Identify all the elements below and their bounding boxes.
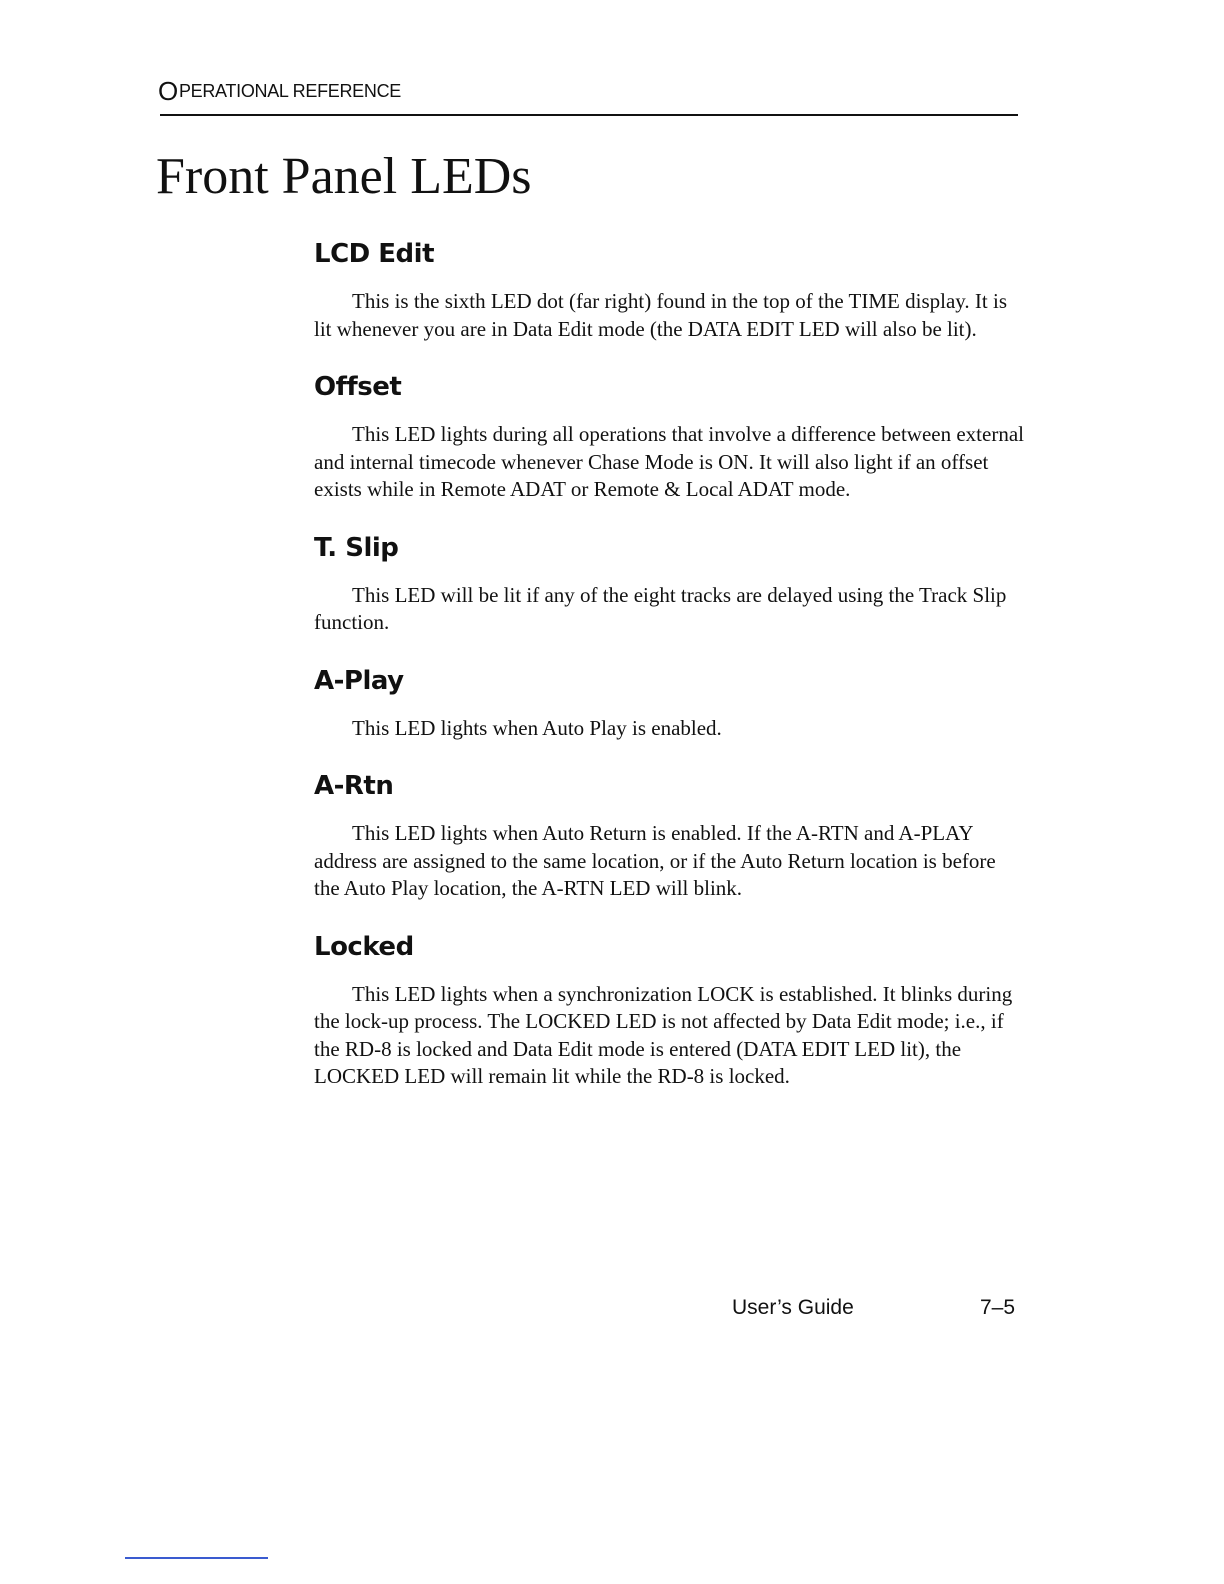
content-column [314,232,1024,1113]
section-heading-locked: Locked [314,931,414,962]
section-body-a-play: This LED lights when Auto Play is enabled. [352,715,722,740]
header-rule [160,114,1018,116]
section-heading-lcd-edit: LCD Edit [314,239,434,269]
running-header [158,76,401,107]
section-heading-offset: Offset [314,372,402,402]
section-body-lcd-edit: This is the sixth LED dot (far right) found in the top of the TIME display. It is lit whenever you are in Data Edit mode (the DATA EDIT LED will also be lit). [314,289,1007,341]
page-title: Front Panel LEDs [156,148,532,205]
running-header-text: PERATIONAL REFERENCE [178,81,401,101]
footer-page-number: 7–5 [980,1296,1016,1319]
section-body-locked: This LED lights when a synchronization LOCK is established. It blinks during the lock-up process. The LOCKED LED is not affected by Data Edit mode; i.e., if the RD-8 is locked and Data Edit mode is entered (DATA EDIT LED lit), the LOCKED LED will remain lit while the RD-8 is locked. [314,981,1013,1088]
section-heading-a-rtn: A-Rtn [314,771,394,801]
section-body-offset: This LED lights during all operations that involve a difference between external and internal timecode whenever Chase Mode is ON. It will also light if an offset exists while in Remote ADAT or Remote & Local ADAT mode. [314,422,1024,501]
section-heading-a-play: A-Play [314,665,404,696]
section-heading-t-slip: T. Slip [314,532,399,563]
corner-rule [125,1557,268,1559]
section-body-a-rtn: This LED lights when Auto Return is enabled. If the A-RTN and A-PLAY address are assigned to the same location, or if the Auto Return location is before the Auto Play location, the A-RTN LED will blink. [314,821,996,900]
footer-guide-label: User’s Guide [732,1296,854,1319]
running-header-initial: O [158,76,178,106]
section-body-t-slip: This LED will be lit if any of the eight tracks are delayed using the Track Slip function. [314,582,1007,634]
